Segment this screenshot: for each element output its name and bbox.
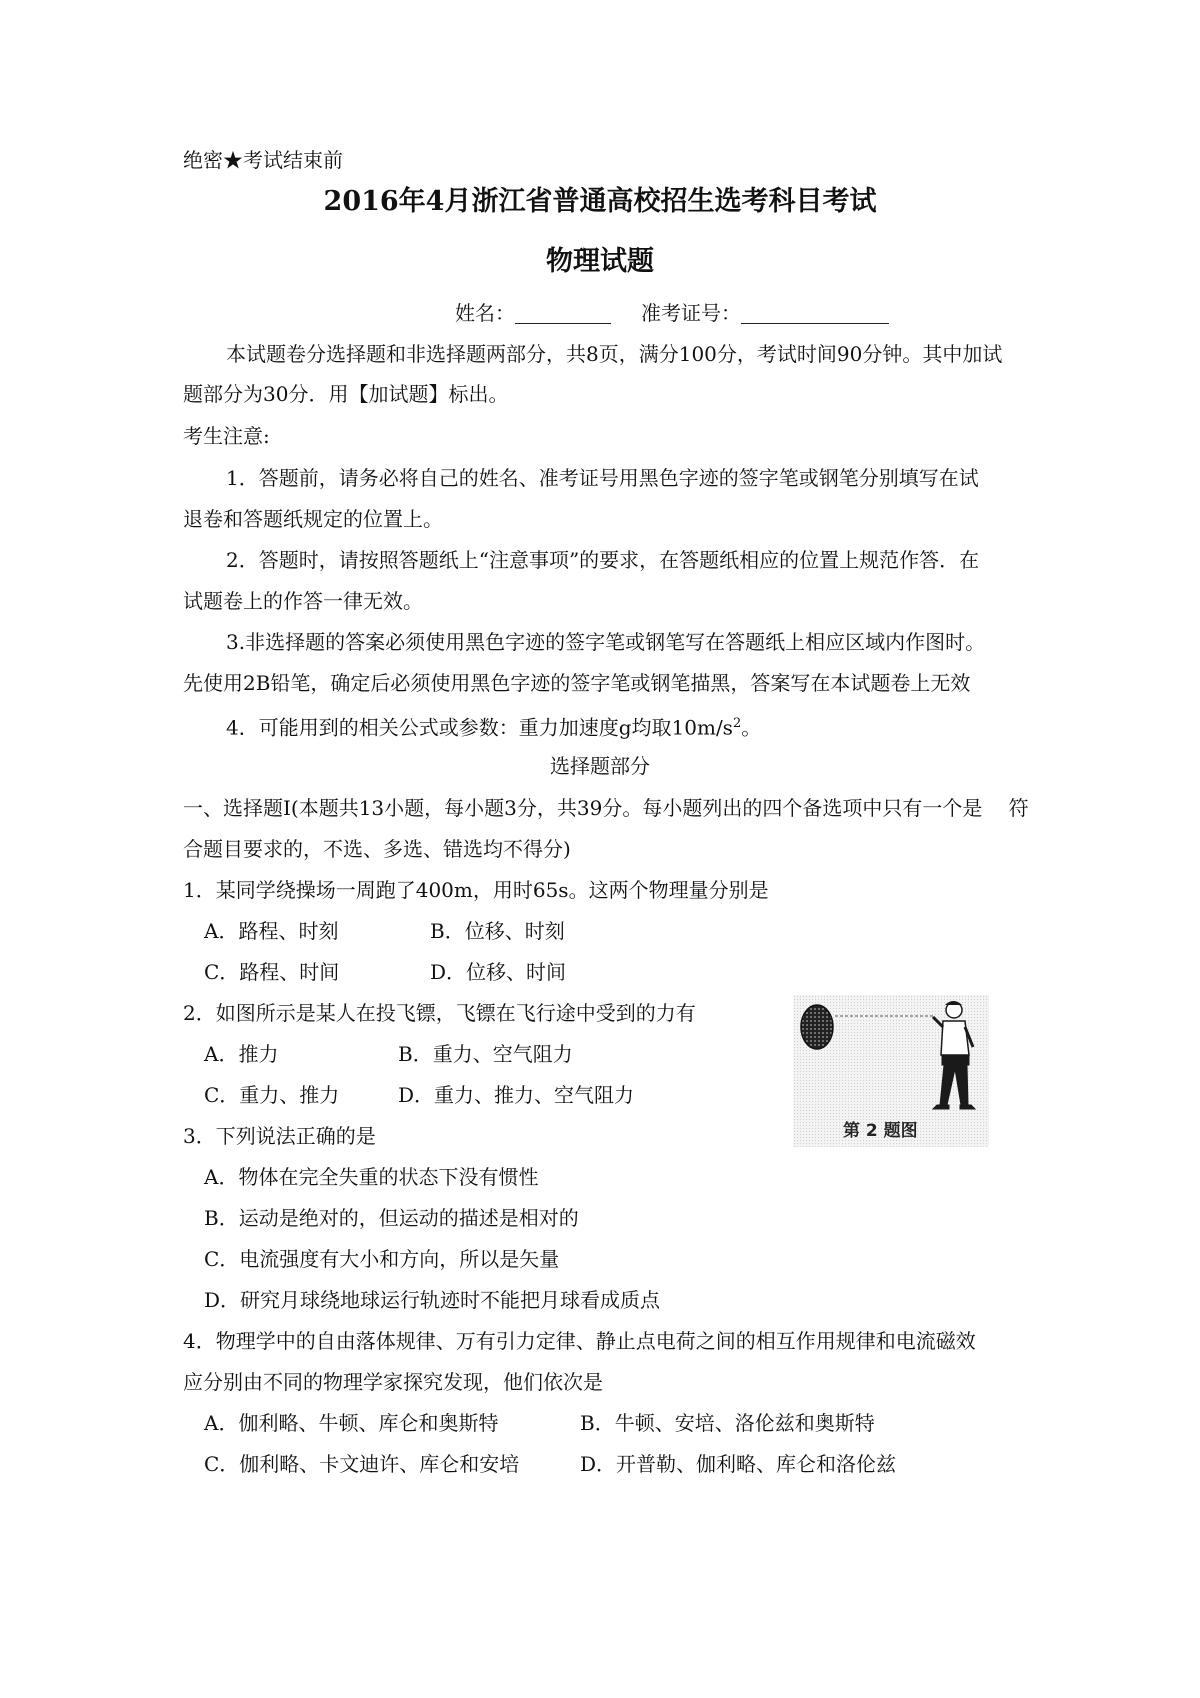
q4-option-a[interactable]: A．伽利略、牛顿、库仑和奥斯特 [204,1411,499,1435]
q3-option-c[interactable]: C．电流强度有大小和方向，所以是矢量 [204,1247,560,1271]
q3-option-a[interactable]: A．物体在完全失重的状态下没有惯性 [204,1165,539,1189]
formula-end: 。 [741,715,762,740]
q3-option-b[interactable]: B．运动是绝对的，但运动的描述是相对的 [204,1206,579,1230]
q4-stem-line-2: 应分别由不同的物理学家探究发现，他们依次是 [183,1370,603,1394]
dart-thrower-illustration [793,995,989,1147]
formula-exponent: 2 [732,716,742,731]
q2-option-a[interactable]: A．推力 [204,1042,279,1066]
q1-option-c[interactable]: C．路程、时间 [204,960,340,984]
exam-id-blank[interactable] [741,301,889,324]
exam-title: 2016年4月浙江省普通高校招生选考科目考试 [323,186,877,217]
q2-figure [793,995,989,1147]
exam-subtitle: 物理试题 [546,246,654,277]
notice-line: 1．答题前，请务必将自己的姓名、准考证号用黑色字迹的签字笔或钢笔分别填写在试 [226,466,979,490]
name-label: 姓名： [455,301,515,325]
q1-option-a[interactable]: A．路程、时刻 [204,919,339,943]
q4-option-c[interactable]: C．伽利略、卡文迪许、库仑和安培 [204,1452,520,1476]
intro-line-2: 题部分为30分．用【加试题】标出。 [183,382,509,406]
formula-text: 4．可能用到的相关公式或参数：重力加速度g均取10m/s [226,715,733,740]
q2-option-c[interactable]: C．重力、推力 [204,1083,340,1107]
candidate-info-row [455,299,889,327]
q2-option-b[interactable]: B．重力、空气阻力 [398,1042,573,1066]
part-intro-line-1: 一、选择题I(本题共13小题，每小题3分，共39分。每小题列出的四个备选项中只有一个是 符 [183,796,1029,820]
q1-option-d[interactable]: D．位移、时间 [430,960,567,984]
notice-formula [226,710,761,742]
intro-line-1: 本试题卷分选择题和非选择题两部分，共8页，满分100分，考试时间90分钟。其中加试 [226,342,1003,366]
notice-line: 试题卷上的作答一律无效。 [183,589,423,613]
q1-option-b[interactable]: B．位移、时刻 [430,919,565,943]
notice-line: 3.非选择题的答案必须使用黑色字迹的签字笔或钢笔写在答题纸上相应区域内作图时。 [226,630,986,654]
q3-stem: 3．下列说法正确的是 [183,1124,376,1148]
section-title: 选择题部分 [550,754,650,778]
q1-stem: 1．某同学绕操场一周跑了400m，用时65s。这两个物理量分别是 [183,878,769,902]
q4-option-b[interactable]: B．牛顿、安培、洛伦兹和奥斯特 [580,1411,875,1435]
q3-option-d[interactable]: D．研究月球绕地球运行轨迹时不能把月球看成质点 [204,1288,661,1312]
notice-line: 退卷和答题纸规定的位置上。 [183,507,443,531]
notice-line: 2．答题时，请按照答题纸上“注意事项”的要求，在答题纸相应的位置上规范作答．在 [226,548,980,572]
q2-option-d[interactable]: D．重力、推力、空气阻力 [398,1083,635,1107]
dartboard-icon [801,1005,833,1049]
part-intro-line-2: 合题目要求的，不选、多选、错选均不得分) [183,837,571,861]
notice-heading: 考生注意: [183,424,270,448]
figure-caption: 第 2 题图 [843,1121,918,1141]
q4-option-d[interactable]: D．开普勒、伽利略、库仑和洛伦兹 [580,1452,897,1476]
name-blank[interactable] [515,301,611,324]
q4-stem-line-1: 4．物理学中的自由落体规律、万有引力定律、静止点电荷之间的相互作用规律和电流磁效 [183,1329,976,1353]
secret-mark: 绝密★考试结束前 [183,148,343,172]
q2-stem: 2．如图所示是某人在投飞镖，飞镖在飞行途中受到的力有 [183,1001,696,1025]
exam-id-label: 准考证号： [641,301,741,325]
notice-line: 先使用2B铅笔，确定后必须使用黑色字迹的签字笔或钢笔描黑，答案写在本试题卷上无效 [183,671,971,695]
